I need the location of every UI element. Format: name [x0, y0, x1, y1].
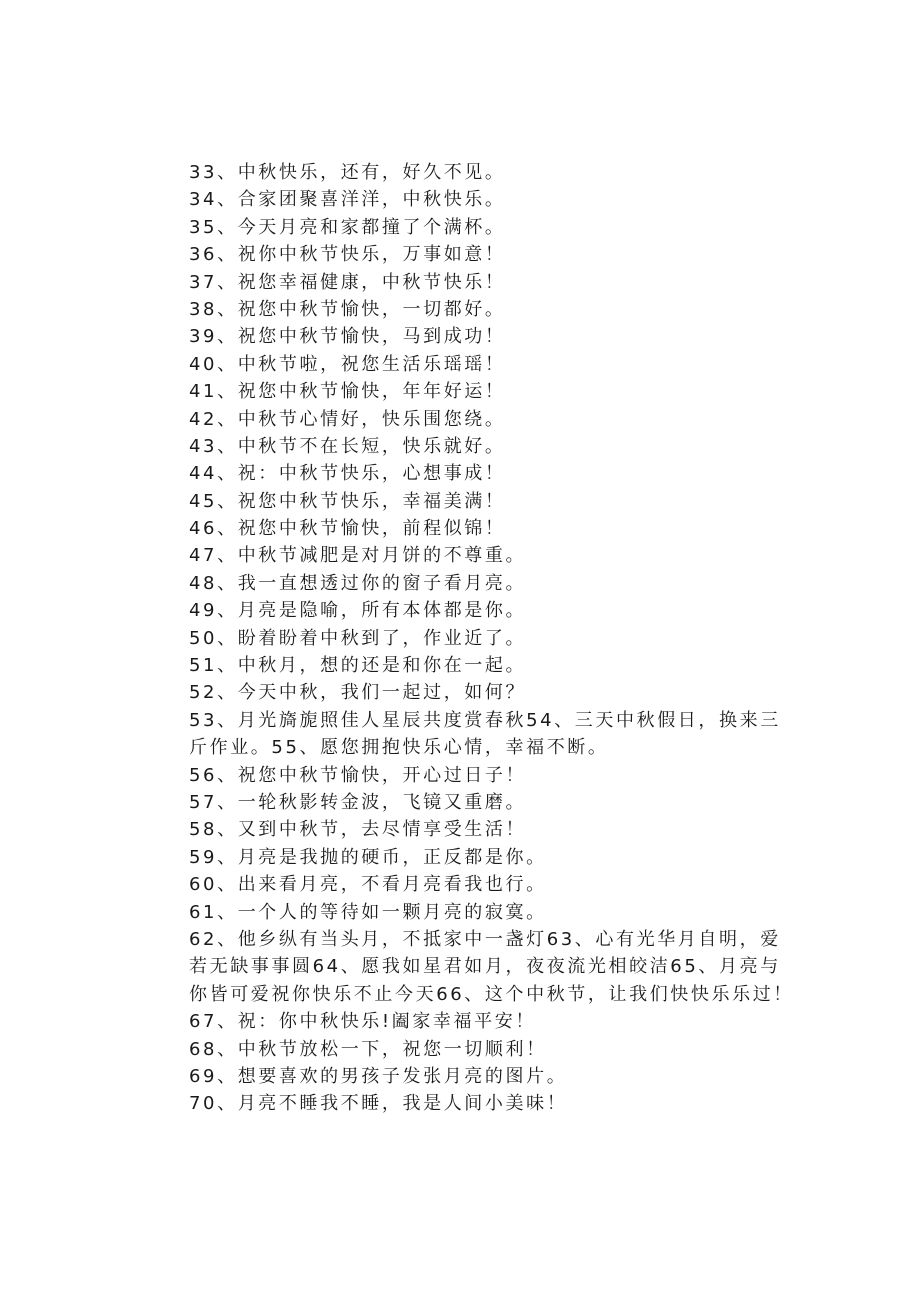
text-line: 39、祝您中秋节愉快，马到成功！ [189, 326, 506, 348]
text-line: 36、祝你中秋节快乐，万事如意！ [189, 244, 506, 266]
text-line: 37、祝您幸福健康，中秋节快乐！ [189, 271, 506, 293]
text-line: 41、祝您中秋节愉快，年年好运！ [189, 381, 506, 403]
text-line: 34、合家团聚喜洋洋，中秋快乐。 [189, 189, 506, 211]
text-line: 59、月亮是我抛的硬币，正反都是你。 [189, 846, 547, 868]
text-line: 48、我一直想透过你的窗子看月亮。 [189, 572, 527, 594]
text-line: 53、月光旖旎照佳人星辰共度赏春秋54、三天中秋假日，换来三 [189, 709, 781, 731]
text-line: 45、祝您中秋节快乐，幸福美满！ [189, 490, 506, 512]
text-line: 44、祝：中秋节快乐，心想事成！ [189, 463, 506, 485]
text-line: 40、中秋节啦，祝您生活乐瑶瑶！ [189, 353, 506, 375]
text-line: 68、中秋节放松一下，祝您一切顺利！ [189, 1038, 547, 1060]
text-line: 51、中秋月，想的还是和你在一起。 [189, 655, 527, 677]
text-line: 60、出来看月亮，不看月亮看我也行。 [189, 874, 547, 896]
text-line: 69、想要喜欢的男孩子发张月亮的图片。 [189, 1065, 568, 1087]
text-line: 57、一轮秋影转金波，飞镜又重磨。 [189, 791, 527, 813]
text-line: 38、祝您中秋节愉快，一切都好。 [189, 298, 506, 320]
text-line: 50、盼着盼着中秋到了，作业近了。 [189, 627, 527, 649]
text-line: 35、今天月亮和家都撞了个满杯。 [189, 216, 506, 238]
text-line: 斤作业。55、愿您拥抱快乐心情，幸福不断。 [189, 737, 609, 759]
text-line: 62、他乡纵有当头月，不抵家中一盏灯63、心有光华月自明，爱 [189, 928, 781, 950]
text-line: 67、祝：你中秋快乐!阖家幸福平安！ [189, 1011, 536, 1033]
text-line: 43、中秋节不在长短，快乐就好。 [189, 435, 506, 457]
text-line: 若无缺事事圆64、愿我如星君如月，夜夜流光相皎洁65、月亮与 [189, 956, 781, 978]
text-line: 47、中秋节减肥是对月饼的不尊重。 [189, 545, 527, 567]
text-line: 70、月亮不睡我不睡，我是人间小美味！ [189, 1093, 568, 1115]
document-body [189, 159, 794, 1118]
text-line: 49、月亮是隐喻，所有本体都是你。 [189, 600, 527, 622]
text-line: 你皆可爱祝你快乐不止今天66、这个中秋节，让我们快快乐乐过！ [189, 983, 794, 1005]
text-line: 58、又到中秋节，去尽情享受生活！ [189, 819, 527, 841]
text-line: 61、一个人的等待如一颗月亮的寂寞。 [189, 901, 547, 923]
text-line: 46、祝您中秋节愉快，前程似锦！ [189, 518, 506, 540]
text-line: 52、今天中秋，我们一起过，如何？ [189, 682, 527, 704]
text-line: 42、中秋节心情好，快乐围您绕。 [189, 408, 506, 430]
text-line: 33、中秋快乐，还有，好久不见。 [189, 162, 506, 183]
text-line: 56、祝您中秋节愉快，开心过日子！ [189, 764, 527, 786]
